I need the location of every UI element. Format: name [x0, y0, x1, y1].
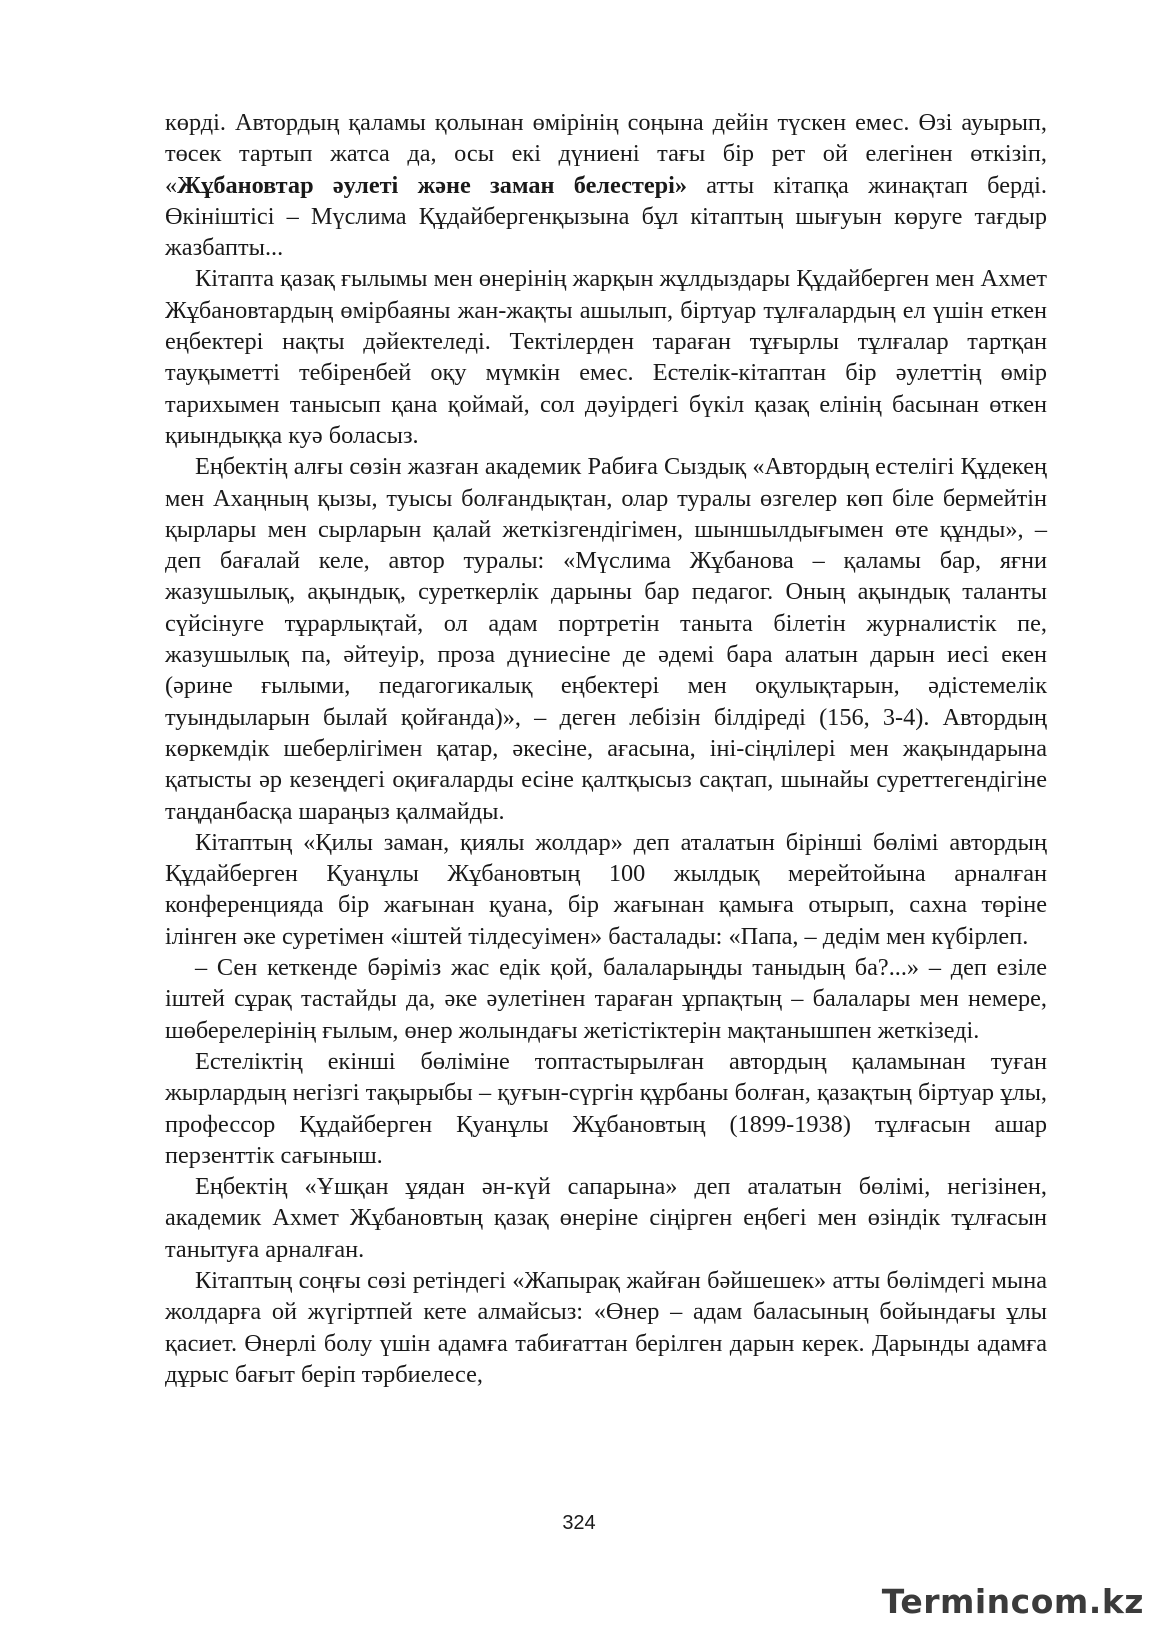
paragraph-7: Еңбектің «Ұшқан ұядан ән-күй сапарына» деп аталатын бөлімі, негізінен, академик Ахмет Жұбановтың қазақ өнеріне сіңірген еңбегі мен өзіндік тұлғасын танытуға арналған.: [165, 1173, 1047, 1263]
page-body: [165, 107, 1047, 1390]
paragraph-1-text-start: көрді. Автордың қаламы қолынан өмірінің соңына дейін түскен емес. Өзі ауырып, төсек тартып жатса да, осы екі дүниені тағы бір рет ой елегінен өткізіп, «: [165, 109, 1047, 199]
paragraph-3: Еңбектің алғы сөзін жазған академик Рабиға Сыздық «Автордың естелігі Құдекең мен Ахаңның қызы, туысы болғандықтан, олар туралы өзгелер көп біле бермейтін қырлары мен сырларын қалай жеткізгендігімен, шыншылдығымен өте құнды», – деп бағалай келе, автор туралы: «Мүслима Жұбанова – қаламы бар, яғни жазушылық, ақындық, суреткерлік дарыны бар педагог. Оның ақындық таланты сүйсінуге тұрарлықтай, ол адам портретін таныта білетін журналистік пе, жазушылық па, әйтеуір, проза дүниесіне де әдемі бара алатын дарын иесі екен (әрине ғылыми, педагогикалық еңбектері мен оқулықтарын, әдістемелік туындыларын былай қойғанда)», – деген лебізін білдіреді (156, 3-4). Автордың көркемдік шеберлігімен қатар, әкесіне, ағасына, іні-сіңлілері мен жақындарына қатысты әр кезеңдегі оқиғаларды есіне қалтқысыз сақтап, шынайы суреттегендігіне таңданбасқа шараңыз қалмайды.: [165, 453, 1047, 825]
watermark-logo: Termincom.kz: [881, 1582, 1144, 1621]
paragraph-2: Кітапта қазақ ғылымы мен өнерінің жарқын жұлдыздары Құдайберген мен Ахмет Жұбановтардың өмірбаяны жан-жақты ашылып, біртуар тұлғалардың ел үшін еткен еңбектері нақты дәйектеледі. Тектілерден тараған тұғырлы тұлғалар тартқан тауқыметті тебіренбей оқу мүмкін емес. Естелік-кітаптан бір әулеттің өмір тарихымен танысып қана қоймай, сол дәуірдегі бүкіл қазақ елінің басынан өткен қиындыққа куә боласыз.: [165, 265, 1047, 449]
paragraph-1-text-end: атты кітапқа жинақтап берді. Өкініштісі – Мүслима Құдайбергенқызына бұл кітаптың шығуын көруге тағдыр жазбапты...: [165, 171, 1047, 262]
book-title-bold: Жұбановтар әулеті және заман белестері»: [177, 171, 688, 199]
paragraph-1: [165, 107, 1047, 263]
paragraph-8: Кітаптың соңғы сөзі ретіндегі «Жапырақ жайған бәйшешек» атты бөлімдегі мына жолдарға ой жүгіртпей кете алмайсыз: «Өнер – адам баласының бойындағы ұлы қасиет. Өнерлі болу үшін адамға табиғаттан берілген дарын керек. Дарынды адамға дұрыс бағыт беріп тәрбиелесе,: [165, 1266, 1047, 1388]
paragraph-5: – Сен кеткенде бәріміз жас едік қой, балаларыңды таныдың ба?...» – деп езіле іштей сұрақ тастайды да, әке әулетінен тараған ұрпақтың – балалары мен немере, шөберелерінің ғылым, өнер жолындағы жетістіктерін мақтанышпен жеткізеді.: [165, 954, 1047, 1044]
paragraph-4: Кітаптың «Қилы заман, қиялы жолдар» деп аталатын бірінші бөлімі автордың Құдайберген Қуанұлы Жұбановтың 100 жылдық мерейтойына арналған конференцияда бір жағынан қуана, бір жағынан қамыға отырып, сахна төріне ілінген әке суретімен «іштей тілдесуімен» басталады: «Папа, – дедім мен күбірлеп.: [165, 828, 1047, 950]
page-number: 324: [562, 1512, 596, 1534]
paragraph-6: Естеліктің екінші бөліміне топтастырылған автордың қаламынан туған жырлардың негізгі тақырыбы – қуғын-сүргін құрбаны болған, қазақтың біртуар ұлы, профессор Құдайберген Қуанұлы Жұбановтың (1899-1938) тұлғасын ашар перзенттік сағыныш.: [165, 1047, 1047, 1169]
